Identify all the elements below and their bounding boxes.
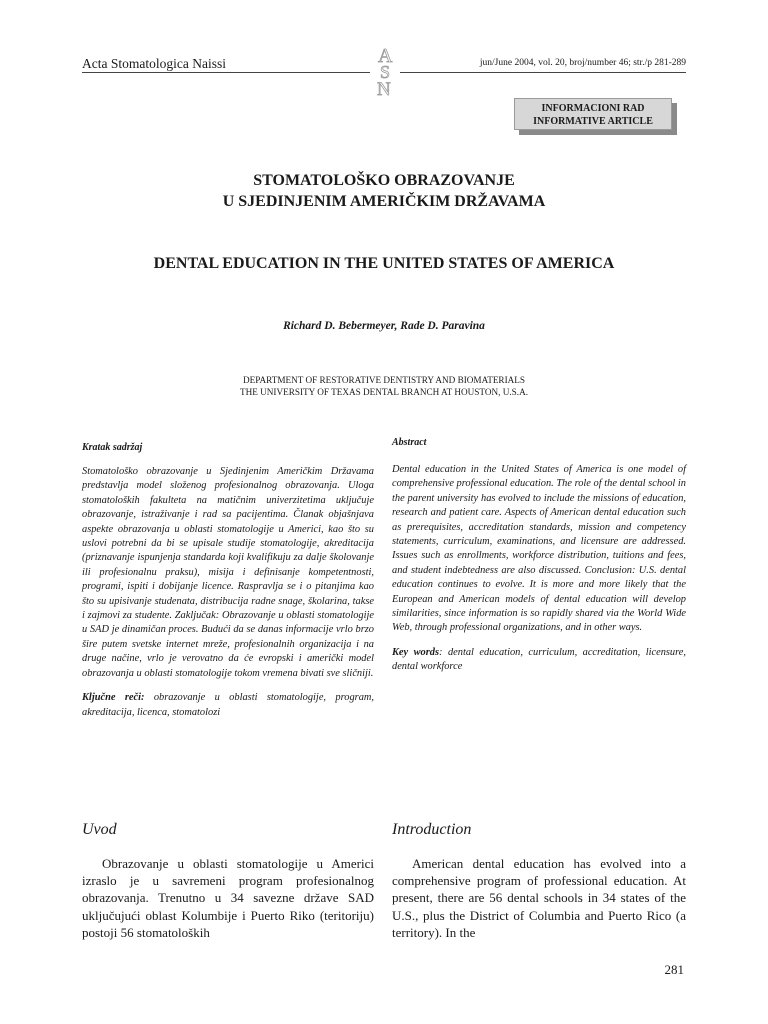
journal-name: Acta Stomatologica Naissi: [82, 56, 226, 71]
abstract-english-text: Dental education in the United States of America is one model of comprehensive professional education. The role of the dental school in the parent university has evolved to include the missions of education, research and patient care. Aspects of American dental education such as prerequisites, accreditation standards, mission and competency statements, curriculum, examinations, and licensure are addressed. Issues such as enrollments, workforce distribution, tuitions and fees, and student indebtedness are also discussed. Conclusion: U.S. dental education continues to evolve. It is more and more likely that the European and American models of dental education will develop similarities, since information is so rapidly shared via the World Wide Web, through professional organizations, and in other ways.: [392, 464, 686, 634]
header-rule-left: [82, 72, 370, 73]
affiliation-line-1: DEPARTMENT OF RESTORATIVE DENTISTRY AND BIOMATERIALS: [243, 375, 525, 385]
intro-serbian-heading: Uvod: [82, 821, 117, 838]
keywords-english: [392, 646, 686, 675]
article-type-badge: [514, 98, 680, 134]
abstract-english-heading: Abstract: [392, 437, 427, 448]
logo-letter-a: A: [378, 45, 393, 67]
badge-line-english: INFORMATIVE ARTICLE: [533, 116, 653, 127]
abstract-serbian-heading: Kratak sadržaj: [82, 442, 143, 453]
title-serbian-line-2: U SJEDINJENIM AMERIČKIM DRŽAVAMA: [222, 193, 546, 210]
affiliation-line-2: THE UNIVERSITY OF TEXAS DENTAL BRANCH AT HOUSTON, U.S.A.: [240, 387, 528, 397]
journal-logo: [366, 44, 406, 98]
logo-letter-s: S: [380, 62, 391, 82]
header-rule-right: [400, 72, 686, 73]
intro-english: [392, 821, 686, 941]
abstract-serbian-text: Stomatološko obrazovanje u Sjedinjenim Američkim Državama predstavlja model složenog profesionalnog obrazovanja. Uloga stomatoloških fakulteta na matičnim univerzitetima uključuje obrazovanje, istraživanje i rad sa pacijentima. Članak objašnjava aspekte obrazovanja u oblasti stomatologije u Americi, kao što su uslovi potrebni da bi se upisale studije stomatologije, akreditacija (priznavanje ispunjenja standarda koji kvalifikuju za dalje školovanje ili profesionalnu praksu), misija i definisanje kompetentnosti, programi, ispiti i dobijanje licence. Raspravlja se i o pitanjima kao što su upisivanje studenata, distribucija radne snage, školarina, takse i zajmovi za studente. Zaključak: Obrazovanje u oblasti stomatologije u SAD je dinamičan proces. Budući da se danas informacije vrlo brzo šire putem svetske internet mreže, profesionalnih organizacija i na druge načine, vrlo je verovatno da će evropski i američki model obrazovanja u oblasti stomatologije tokom vremena bivati sve sličniji.: [82, 466, 374, 679]
intro-english-heading: Introduction: [392, 821, 472, 838]
affiliation: [0, 374, 768, 398]
keywords-serbian-label: Ključne reči:: [82, 692, 145, 704]
badge-box: [514, 98, 672, 130]
badge-line-serbian: INFORMACIONI RAD: [541, 103, 645, 114]
intro-serbian: [82, 821, 374, 941]
intro-english-text: American dental education has evolved into a comprehensive program of professional education. At present, there are 56 dental schools in 34 states of the U.S., plus the District of Columbia and Puerto Rico (a territory). In the: [392, 856, 686, 940]
keywords-serbian: [82, 691, 374, 720]
logo-letter-n: N: [377, 79, 391, 98]
keywords-english-label: Key words: [392, 646, 440, 658]
authors: Richard D. Bebermeyer, Rade D. Paravina: [283, 320, 485, 332]
title-serbian-line-1: STOMATOLOŠKO OBRAZOVANJE: [253, 172, 515, 189]
abstract-english: [392, 437, 686, 675]
abstract-serbian: [82, 442, 374, 720]
keywords-serbian-list: obrazovanje u oblasti stomatologije, program, akreditacija, licenca, stomatolozi: [82, 692, 374, 718]
title-serbian: [0, 170, 768, 212]
title-english: DENTAL EDUCATION IN THE UNITED STATES OF AMERICA: [153, 255, 615, 272]
page-number: 281: [664, 962, 684, 977]
issue-info: jun/June 2004, vol. 20, broj/number 46; str./p 281-289: [479, 58, 686, 68]
keywords-english-list: : dental education, curriculum, accreditation, licensure, dental workforce: [392, 646, 686, 673]
intro-serbian-text: Obrazovanje u oblasti stomatologije u Americi izraslo je u savremeni program profesionalnog obrazovanja. Trenutno u 34 savezne države SAD uključujući oblast Kolumbije i Puerto Riko (teritoriju) postoji 56 stomatoloških: [82, 856, 374, 940]
